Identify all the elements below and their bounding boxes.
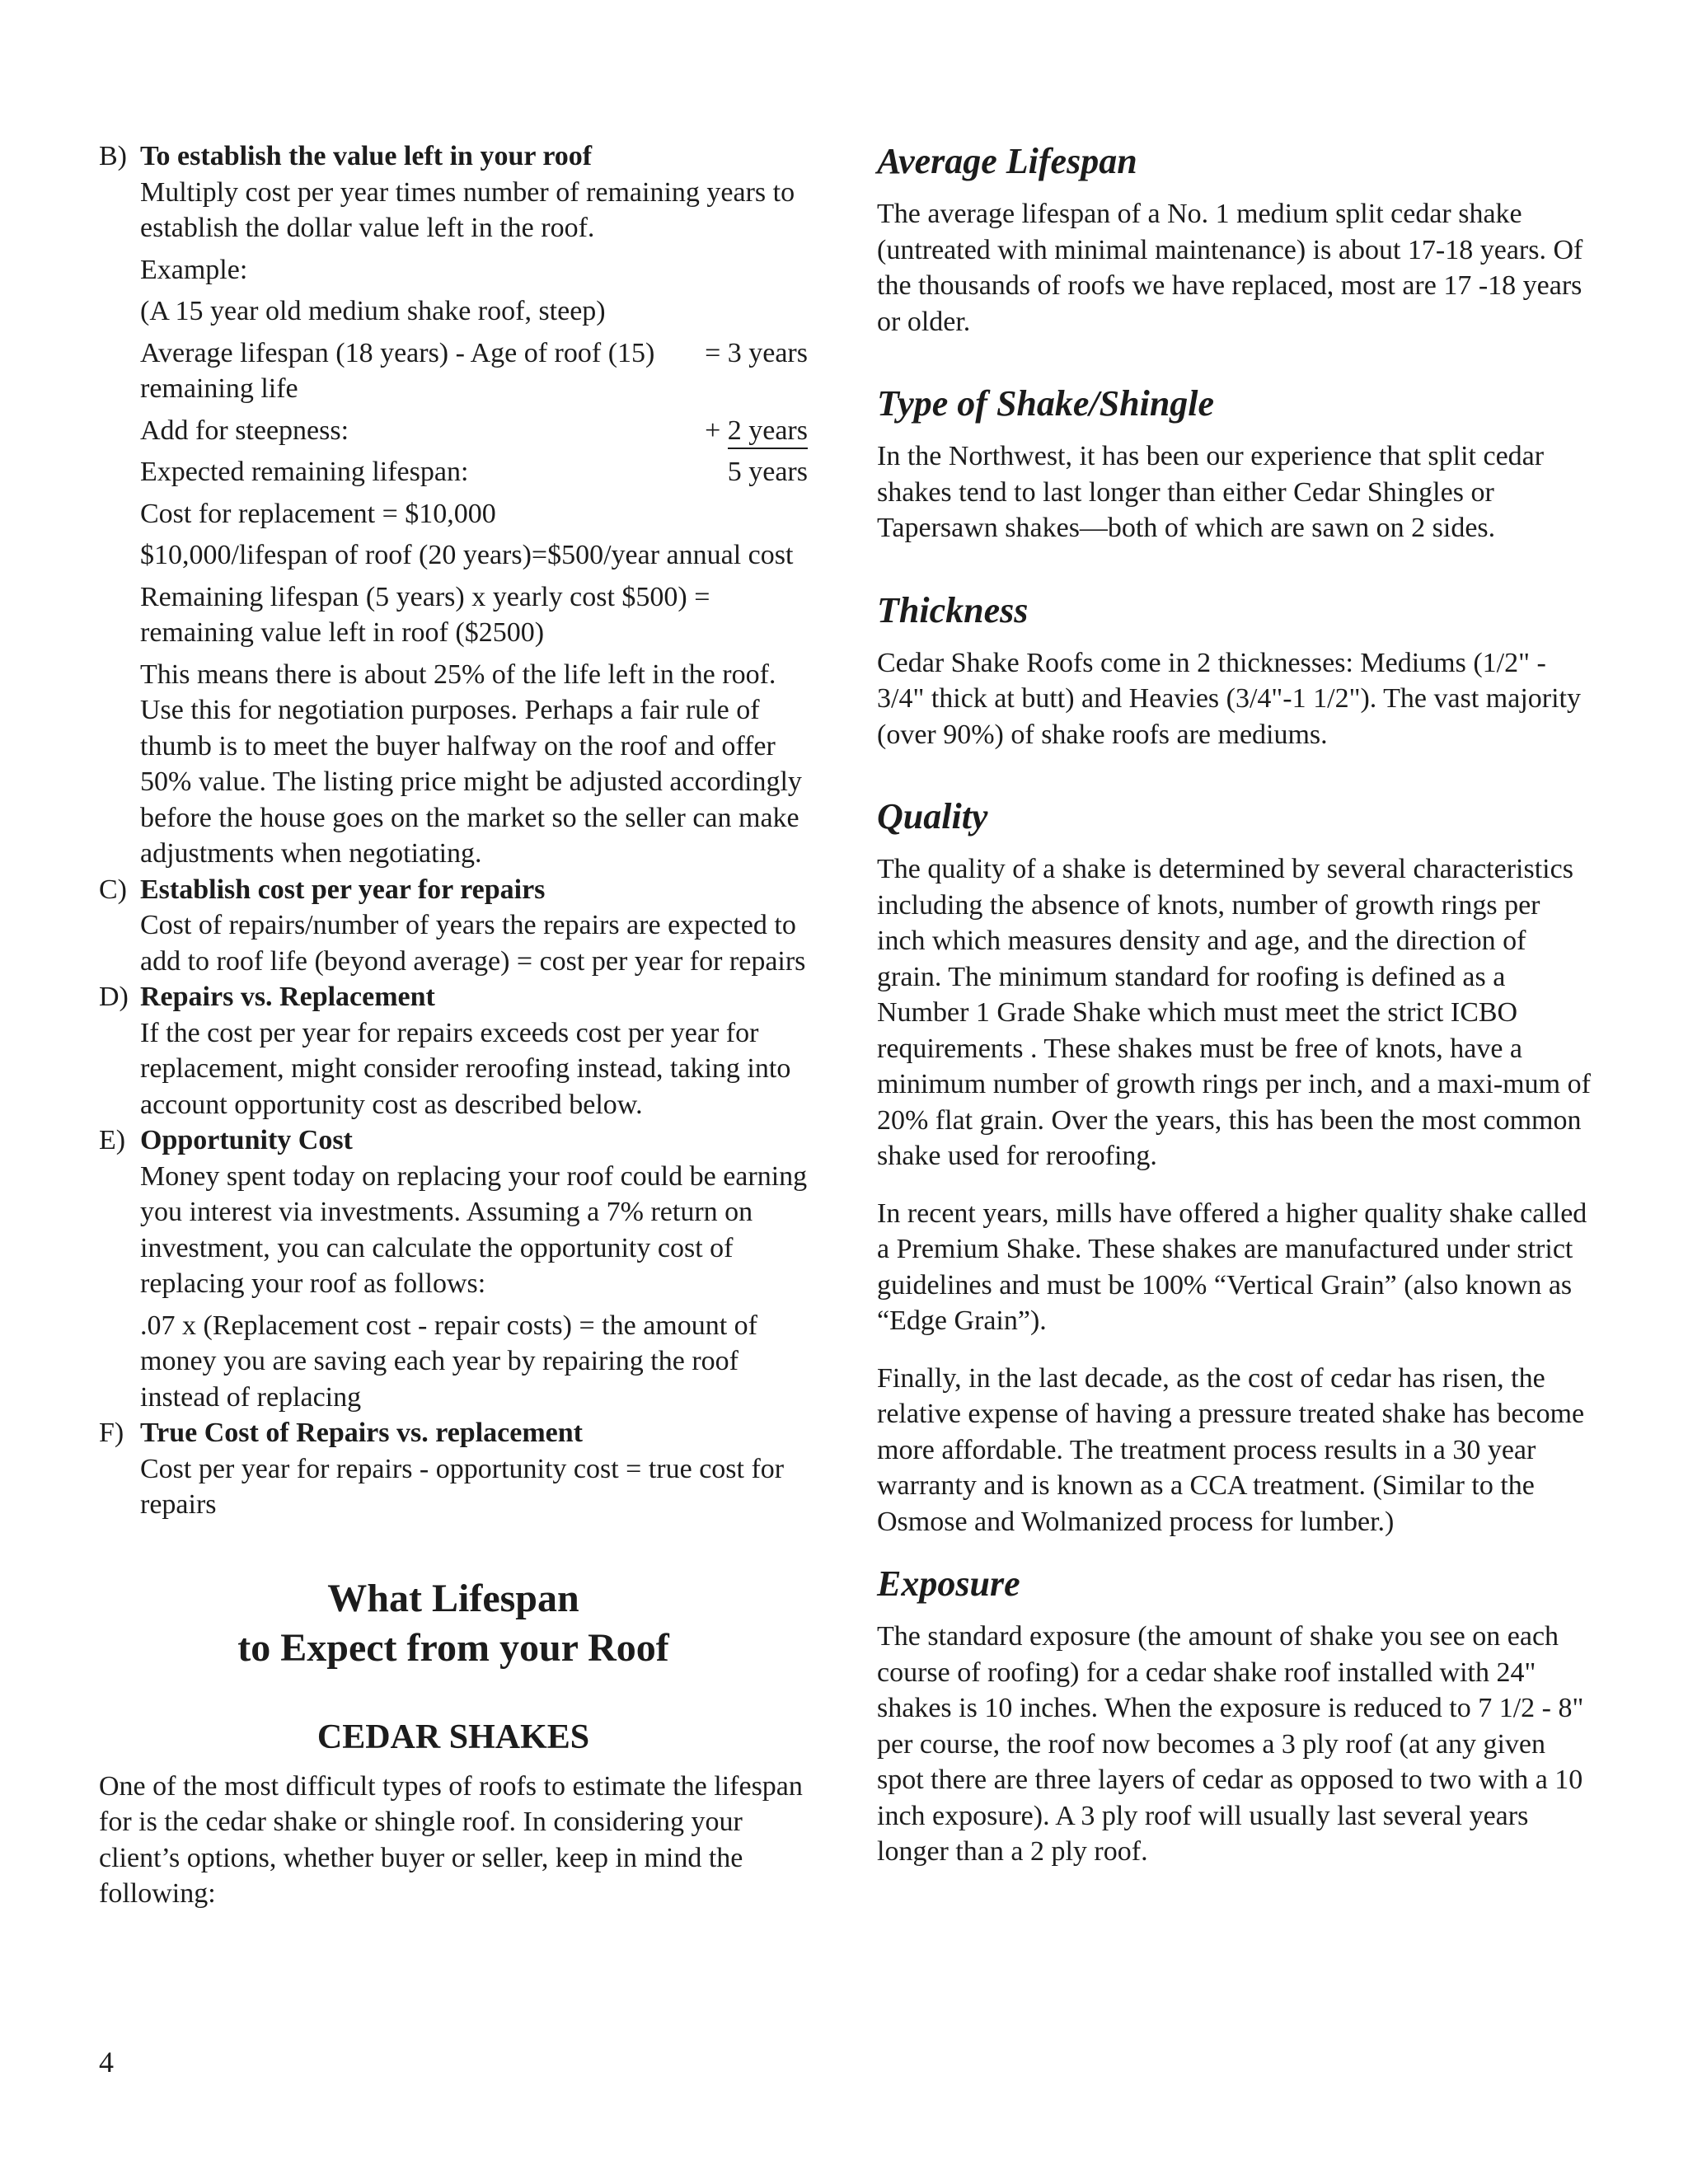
list-item-f — [99, 1415, 808, 1451]
thickness-paragraph: Cedar Shake Roofs come in 2 thicknesses: Mediums (1/2" - 3/4" thick at butt) and Heavies (3/4"-1 1/2"). The vast majority (over 90%) of shake roofs are mediums. — [877, 647, 1581, 750]
remaining-value: Remaining lifespan (5 years) x yearly cost $500) = remaining value left in roof ($2500) — [140, 581, 710, 648]
calc-plus-sign: + — [705, 415, 721, 446]
calc-row-steepness — [140, 413, 808, 449]
exposure-heading: Exposure — [877, 1563, 1020, 1604]
item-heading: Repairs vs. Replacement — [140, 982, 435, 1012]
item-c-paragraph: Cost of repairs/number of years the repairs are expected to add to roof life (beyond average) = cost per year for repairs — [140, 910, 806, 977]
cedar-shakes-heading: CEDAR SHAKES — [316, 1718, 590, 1756]
item-heading: To establish the value left in your roof — [140, 141, 593, 171]
average-lifespan-paragraph: The average lifespan of a No. 1 medium split cedar shake (untreated with minimal maintenance) is about 17-18 years. Of the thousands of roofs we have replaced, most are 17 -18 years or older. — [877, 199, 1583, 337]
item-letter: F) — [99, 1418, 124, 1448]
example-description: (A 15 year old medium shake roof, steep) — [140, 296, 606, 326]
left-column — [99, 138, 808, 1912]
item-letter: C) — [99, 874, 127, 905]
type-heading: Type of Shake/Shingle — [877, 383, 1215, 424]
example-label: Example: — [140, 254, 248, 285]
item-d-paragraph: If the cost per year for repairs exceeds cost per year for replacement, might consider reroofing instead, taking into account opportunity cost as described below. — [140, 1017, 791, 1120]
item-e-paragraph: Money spent today on replacing your roof could be earning you interest via investments. Assuming a 7% return on investment, you can calculate the opportunity cost of replacing your roof as follows: — [140, 1160, 808, 1299]
item-e-formula: .07 x (Replacement cost - repair costs) = the amount of money you are saving each year by repairing the roof instead of replacing — [140, 1310, 757, 1413]
item-f-body — [99, 1451, 808, 1523]
calc-continuation: remaining life — [140, 373, 298, 404]
type-section — [877, 381, 1594, 546]
cost-replacement: Cost for replacement = $10,000 — [140, 498, 496, 529]
item-letter: B) — [99, 141, 127, 171]
item-c-body — [99, 907, 808, 979]
quality-paragraph-1: The quality of a shake is determined by several characteristics including the absence of knots, number of growth rings per inch which measures density and age, and the direction of grain. The minimum standard for roofing is defined as a Number 1 Grade Shake which must meet the strict ICBO requirements . These shakes must be free of knots, have a minimum number of growth rings per inch, and a maxi-mum of 20% flat grain. Over the years, this has been the most common shake used for reroofing. — [877, 854, 1591, 1171]
calc-label: Add for steepness: — [140, 415, 349, 446]
list-item-b — [99, 138, 808, 175]
calc-value-wrap — [705, 413, 808, 449]
quality-section — [877, 794, 1594, 1540]
type-paragraph: In the Northwest, it has been our experience that split cedar shakes tend to last longer than either Cedar Shingles or Tapersawn shakes—both of which are sawn on 2 sides. — [877, 441, 1545, 543]
quality-heading: Quality — [877, 796, 988, 837]
list-item-d — [99, 979, 808, 1015]
item-heading: True Cost of Repairs vs. replacement — [140, 1418, 583, 1448]
item-b-paragraph: Multiply cost per year times number of remaining years to establish the dollar value left in the roof. — [140, 176, 795, 243]
quality-paragraph-2: In recent years, mills have offered a higher quality shake called a Premium Shake. These shakes are manufactured under strict guidelines and must be 100% “Vertical Grain” (also known as “Edge Grain”). — [877, 1197, 1587, 1336]
item-letter: E) — [99, 1125, 126, 1155]
calc-label: Expected remaining lifespan: — [140, 457, 469, 487]
item-heading: Establish cost per year for repairs — [140, 874, 546, 905]
page-number: 4 — [99, 2046, 114, 2079]
quality-paragraph-3: Finally, in the last decade, as the cost of cedar has risen, the relative expense of having a pressure treated shake has become more affordable. The treatment process results in a 30 year warranty and is known as a CCA treatment. (Similar to the Osmose and Wolmanized process for lumber.) — [877, 1362, 1585, 1537]
annual-cost: $10,000/lifespan of roof (20 years)=$500/year annual cost — [140, 540, 794, 570]
item-letter: D) — [99, 982, 129, 1012]
section-title-line2: to Expect from your Roof — [237, 1625, 669, 1670]
negotiation-paragraph: This means there is about 25% of the life left in the roof. Use this for negotiation purposes. Perhaps a fair rule of thumb is to meet the buyer halfway on the roof and offer 50% value. The listing price might be adjusted accordingly before the house goes on the market so the seller can make adjustments when negotiating. — [140, 658, 802, 869]
cedar-intro-paragraph: One of the most difficult types of roofs to estimate the lifespan for is the cedar shake or shingle roof. In considering your client’s options, whether buyer or seller, keep in mind the following: — [99, 1770, 803, 1909]
section-title-line1: What Lifespan — [327, 1576, 579, 1620]
section-title — [99, 1574, 808, 1673]
thickness-heading: Thickness — [877, 589, 1029, 630]
calc-value: 2 years — [728, 415, 808, 449]
item-d-body — [99, 1015, 808, 1123]
item-f-paragraph: Cost per year for repairs - opportunity cost = true cost for repairs — [140, 1453, 785, 1520]
average-lifespan-heading: Average Lifespan — [877, 141, 1137, 181]
item-b-body — [99, 175, 808, 872]
calc-row-expected — [140, 454, 808, 490]
right-column — [877, 138, 1594, 1911]
calc-row-remaining — [140, 335, 808, 372]
average-lifespan-section — [877, 138, 1594, 340]
list-item-c — [99, 872, 808, 908]
exposure-section — [877, 1561, 1594, 1870]
thickness-section — [877, 588, 1594, 753]
calc-value: = 3 years — [705, 337, 808, 368]
calc-value: 5 years — [727, 457, 808, 487]
calc-label: Average lifespan (18 years) - Age of roof (15) — [140, 337, 655, 368]
list-item-e — [99, 1122, 808, 1159]
item-heading: Opportunity Cost — [140, 1125, 353, 1155]
item-e-body — [99, 1159, 808, 1416]
exposure-paragraph: The standard exposure (the amount of shake you see on each course of roofing) for a cedar shake roof installed with 24" shakes is 10 inches. When the exposure is reduced to 7 1/2 - 8" per course, the roof now becomes a 3 ply roof (at any given spot there are three layers of cedar as opposed to two with a 10 inch exposure). A 3 ply roof will usually last several years longer than a 2 ply roof. — [877, 1621, 1584, 1867]
